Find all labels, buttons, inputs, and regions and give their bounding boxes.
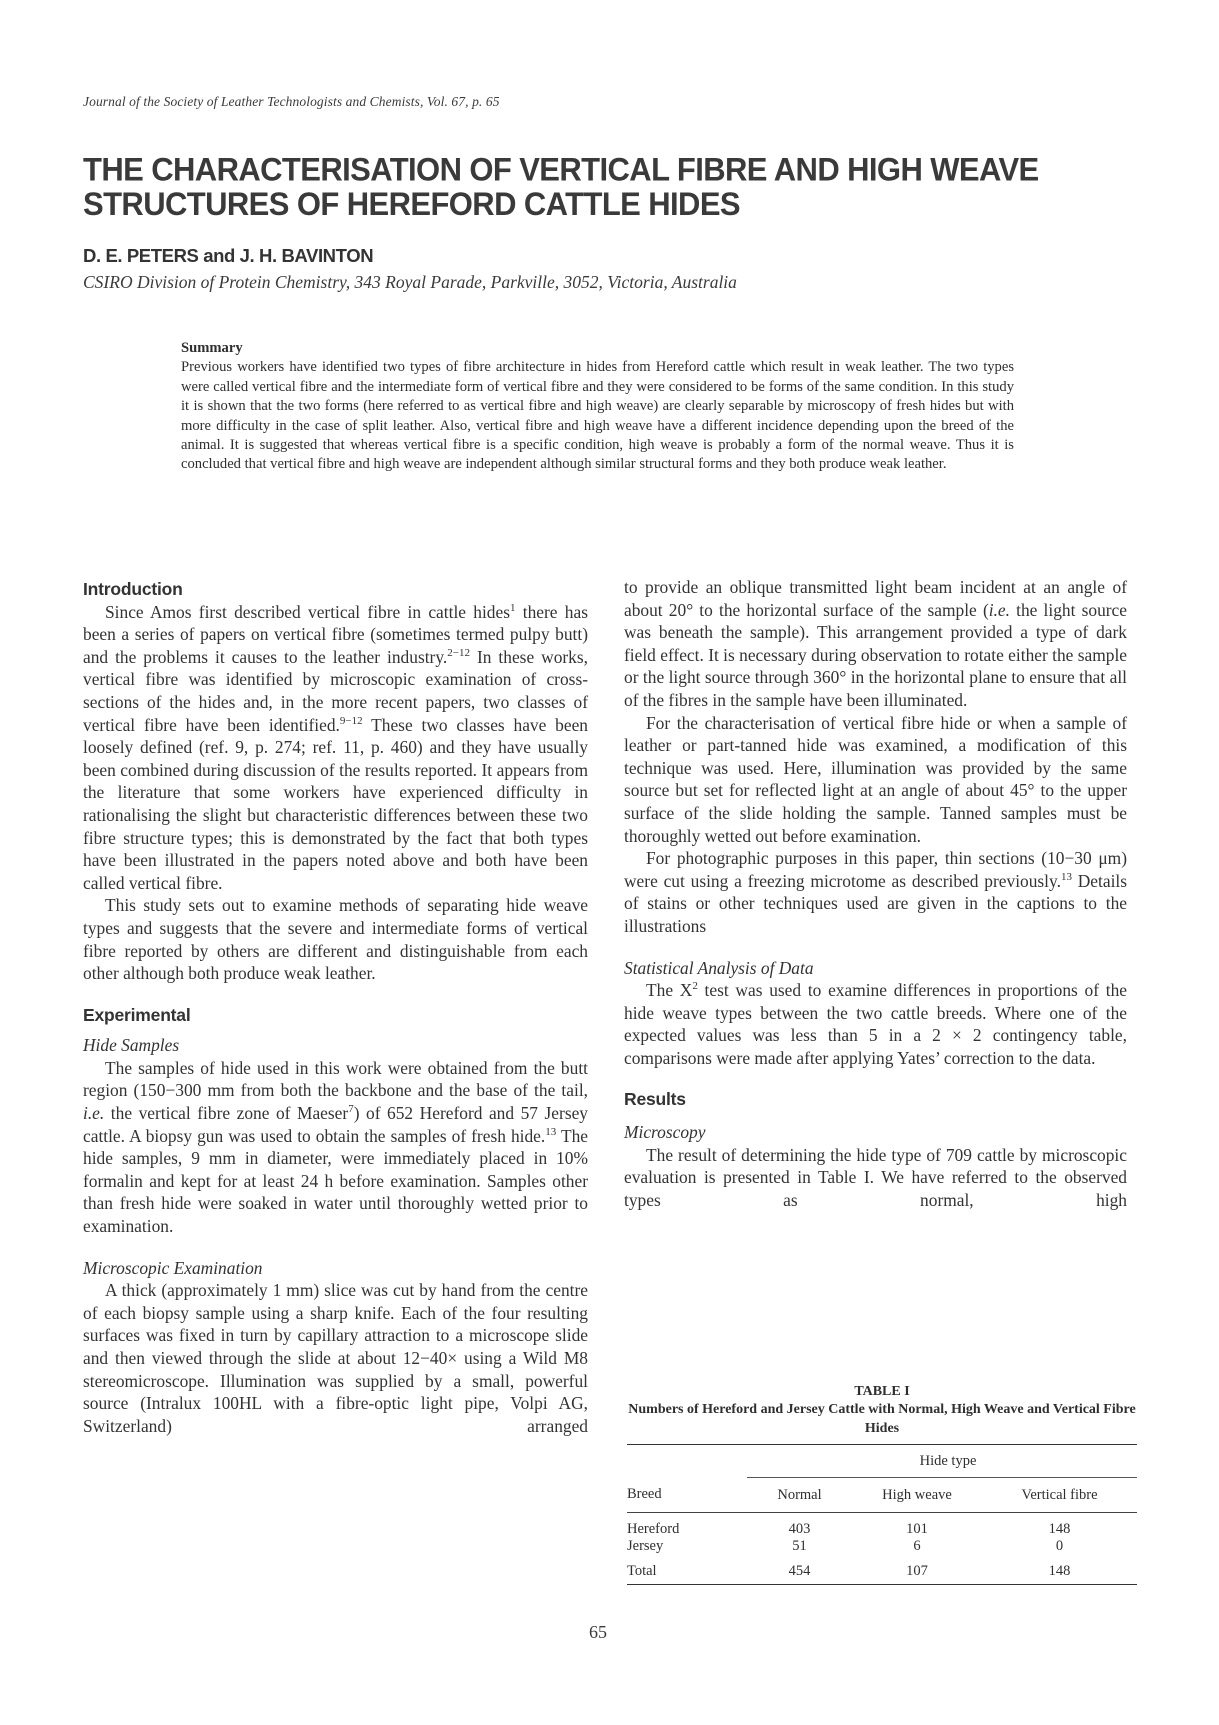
- author-affiliation: CSIRO Division of Protein Chemistry, 343 Royal Parade, Parkville, 3052, Victoria, Australia: [83, 272, 737, 292]
- text: test was used to examine differences in proportions of the hide weave types between the two cattle breeds. Where one of the expected values was less than 5 in a 2 × 2 contingency table, comparisons were made after applying Yates’ correction to the data.: [624, 980, 1127, 1068]
- introduction-paragraph-2: This study sets out to examine methods of separating hide weave types and suggests that the severe and intermediate forms of vertical fibre reported by others are different and distinguishable from each other although both produce weak leather.: [83, 895, 588, 984]
- citation: 2−12: [447, 646, 470, 659]
- text: Since Amos first described vertical fibre in cattle hides: [105, 601, 510, 622]
- total-label: Total: [627, 1563, 657, 1579]
- hide-samples-heading: Hide Samples: [83, 1035, 180, 1056]
- total-normal: 454: [788, 1563, 811, 1579]
- vertical-fibre-cell: 148: [1048, 1521, 1071, 1537]
- citation: 7: [348, 1103, 354, 1116]
- article-authors: D. E. PETERS and J. H. BAVINTON: [83, 245, 374, 266]
- superscript: 2: [692, 980, 698, 993]
- microscopic-examination-heading: Microscopic Examination: [83, 1257, 263, 1278]
- column-header: Vertical fibre: [1021, 1486, 1098, 1503]
- table-row: [627, 1538, 1137, 1555]
- table-label: TABLE I: [854, 1384, 910, 1399]
- column-header: High weave: [882, 1486, 952, 1503]
- summary-text: Previous workers have identified two types of fibre architecture in hides from Hereford cattle which result in weak leather. The two types were called vertical fibre and the intermediate form of vertical fibre and they were considered to be forms of the same condition. In this study it is shown that the two forms (here referred to as vertical fibre and high weave) are clearly separable by microscopy of fresh hides but with more difficulty in the case of split leather. Also, vertical fibre and high weave have a different incidence depending upon the breed of the animal. It is suggested that whereas vertical fibre is a specific condition, high weave is probably a form of the normal weave. Thus it is concluded that vertical fibre and high weave are independent although similar structural forms and they both produce weak leather.: [181, 359, 1014, 473]
- text: The samples of hide used in this work were obtained from the butt region (150−300 mm from both the backbone and the base of the tail,: [83, 1057, 588, 1101]
- text: For photographic purposes in this paper, thin sections (10−30 μm) were cut using a freezing microtome as described previously.: [624, 848, 1127, 891]
- summary-heading: Summary: [181, 340, 243, 356]
- vertical-fibre-cell: 0: [1055, 1538, 1064, 1554]
- introduction-heading: Introduction: [83, 579, 183, 599]
- hide-type-table: [627, 1444, 1137, 1585]
- microscopic-examination-paragraph-1-continued: [624, 576, 1127, 712]
- normal-cell: 403: [788, 1521, 811, 1537]
- citation: 9−12: [339, 714, 363, 727]
- results-heading: Results: [624, 1089, 686, 1110]
- text: ) of 652 Hereford and 57 Jersey cattle. A biopsy gun was used to obtain the samples of fresh hide.: [83, 1103, 588, 1146]
- text: In these works, vertical fibre was identified by microscopic examination of cross-sections of the hides and, in the more recent papers, two classes of vertical fibre have been identified.: [83, 646, 588, 735]
- text: Details of stains or other techniques used are given in the captions to the illustrations: [624, 870, 1128, 936]
- text: the vertical fibre zone of Maeser: [104, 1103, 349, 1124]
- microscopy-heading: Microscopy: [624, 1122, 706, 1143]
- microscopic-examination-paragraph-2: For the characterisation of vertical fibre hide or when a sample of leather or part-tanned hide was examined, a modification of this technique was used. Here, illumination was provided by the same source but set for reflected light at an angle of about 45° to the upper surface of the slide holding the sample. Tanned samples must be thoroughly wetted out before examination.: [624, 712, 1127, 846]
- text: i.e.: [83, 1103, 105, 1124]
- introduction-paragraph-1: [83, 601, 588, 895]
- citation: 13: [545, 1125, 557, 1138]
- page-number: 65: [589, 1622, 607, 1642]
- table-1: [627, 1384, 1137, 1585]
- high-weave-cell: 6: [913, 1538, 921, 1554]
- table-row: [627, 1513, 1137, 1539]
- hide-samples-paragraph: [83, 1057, 588, 1238]
- microscopy-paragraph: The result of determining the hide type of 709 cattle by microscopic evaluation is presented in Table I. We have referred to the observed types as normal, high: [624, 1144, 1127, 1210]
- total-high-weave: 107: [906, 1563, 928, 1579]
- article-title: THE CHARACTERISATION OF VERTICAL FIBRE AND HIGH WEAVE STRUCTURES OF HEREFORD CATTLE HIDES: [83, 150, 1039, 223]
- column-header: Breed: [627, 1486, 662, 1503]
- text: there has been a series of papers on vertical fibre (sometimes termed pulpy butt) and the problems it causes to the leather industry.: [83, 601, 588, 667]
- group-header-row: [627, 1445, 1137, 1478]
- table-caption: Numbers of Hereford and Jersey Cattle with Normal, High Weave and Vertical Fibre Hides: [628, 1402, 1136, 1436]
- text: the light source was beneath the sample). This arrangement provided a type of dark field effect. It is necessary during observation to rotate either the sample or the light source through 360° in the horizontal plane to ensure that all of the fibres in the sample have been illuminated.: [624, 599, 1127, 710]
- total-vertical-fibre: 148: [1048, 1563, 1071, 1579]
- high-weave-cell: 101: [906, 1521, 928, 1537]
- normal-cell: 51: [792, 1538, 807, 1554]
- microscopic-examination-paragraph-3: [624, 847, 1127, 937]
- journal-reference: Journal of the Society of Leather Technologists and Chemists, Vol. 67, p. 65: [83, 94, 500, 109]
- text: to provide an oblique transmitted light beam incident at an angle of about 20° to the horizontal surface of the sample (: [624, 577, 1127, 620]
- text: The hide samples, 9 mm in diameter, were immediately placed in 10% formalin and kept for at least 24 h before examination. Samples other than fresh hide were soaked in water until thoroughly wetted prior to examination.: [83, 1125, 588, 1237]
- statistical-analysis-paragraph: [624, 979, 1127, 1069]
- breed-cell: Hereford: [627, 1521, 680, 1537]
- text: i.e.: [988, 599, 1010, 620]
- column-header-row: [627, 1478, 1137, 1513]
- citation: 1: [509, 601, 516, 614]
- left-column: [83, 578, 588, 1437]
- column-header: Normal: [777, 1486, 822, 1503]
- citation: 13: [1060, 870, 1072, 883]
- text: These two classes have been loosely defined (ref. 9, p. 274; ref. 11, p. 460) and they have usually been combined during discussion of the results reported. It appears from the literature that some workers have experienced difficulty in rationalising the slight but characteristic differences between these two fibre structure types; this is demonstrated by the fact that both types have been illustrated in the papers noted above and both have been called vertical fibre.: [83, 714, 588, 893]
- group-header: Hide type: [747, 1445, 1137, 1478]
- breed-cell: Jersey: [627, 1538, 664, 1554]
- table-total-row: [627, 1555, 1137, 1585]
- experimental-heading: Experimental: [83, 1004, 191, 1025]
- text: The X: [646, 980, 693, 1001]
- summary-section: [181, 339, 1014, 475]
- microscopic-examination-paragraph-1: A thick (approximately 1 mm) slice was cut by hand from the centre of each biopsy sample using a sharp knife. Each of the four resulting surfaces was fixed in turn by capillary attraction to a microscope slide and then viewed through the slide at about 12−40× using a Wild M8 stereomicroscope. Illumination was supplied by a small, powerful source (Intralux 100HL with a fibre-optic light pipe, Volpi AG, Switzerland) arranged: [83, 1280, 588, 1436]
- statistical-analysis-heading: Statistical Analysis of Data: [624, 957, 814, 978]
- right-column: [624, 576, 1127, 1211]
